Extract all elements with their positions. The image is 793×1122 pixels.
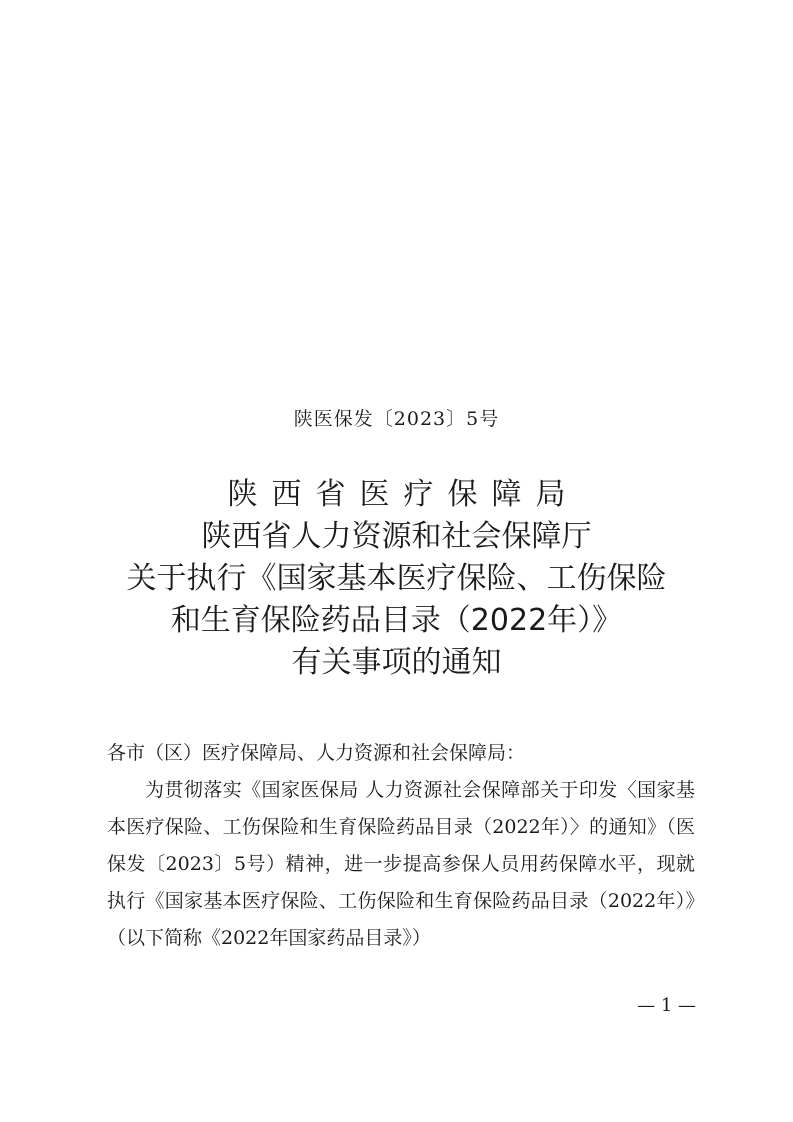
body-paragraph: 为贯彻落实《国家医保局 人力资源社会保障部关于印发〈国家基本医疗保险、工伤保险和生育保险药品目录（2022年）〉的通知》（医保发〔2023〕5号）精神，进一步提高参保人员用药保障水平，现就执行《国家基本医疗保险、工伤保险和生育保险药品目录（2022年）》（以下简称《2022年国家药品目录》） [107,779,695,949]
issuer-human-resources-department: 陕西省人力资源和社会保障厅 [201,519,592,554]
issuer-medical-security-bureau: 陕西省医疗保障局 [227,477,580,512]
document-title-block [0,474,793,684]
document-body [107,735,695,957]
title-line-1: 关于执行《国家基本医疗保险、工伤保险 [126,561,667,596]
document-number: 陕医保发〔2023〕5号 [293,408,500,430]
page-number: — 1 — [637,995,696,1016]
salutation: 各市（区）医疗保障局、人力资源和社会保障局： [107,742,526,764]
title-line-2: 和生育保险药品目录（2022年）》 [170,603,623,638]
title-line-3: 有关事项的通知 [291,645,502,680]
